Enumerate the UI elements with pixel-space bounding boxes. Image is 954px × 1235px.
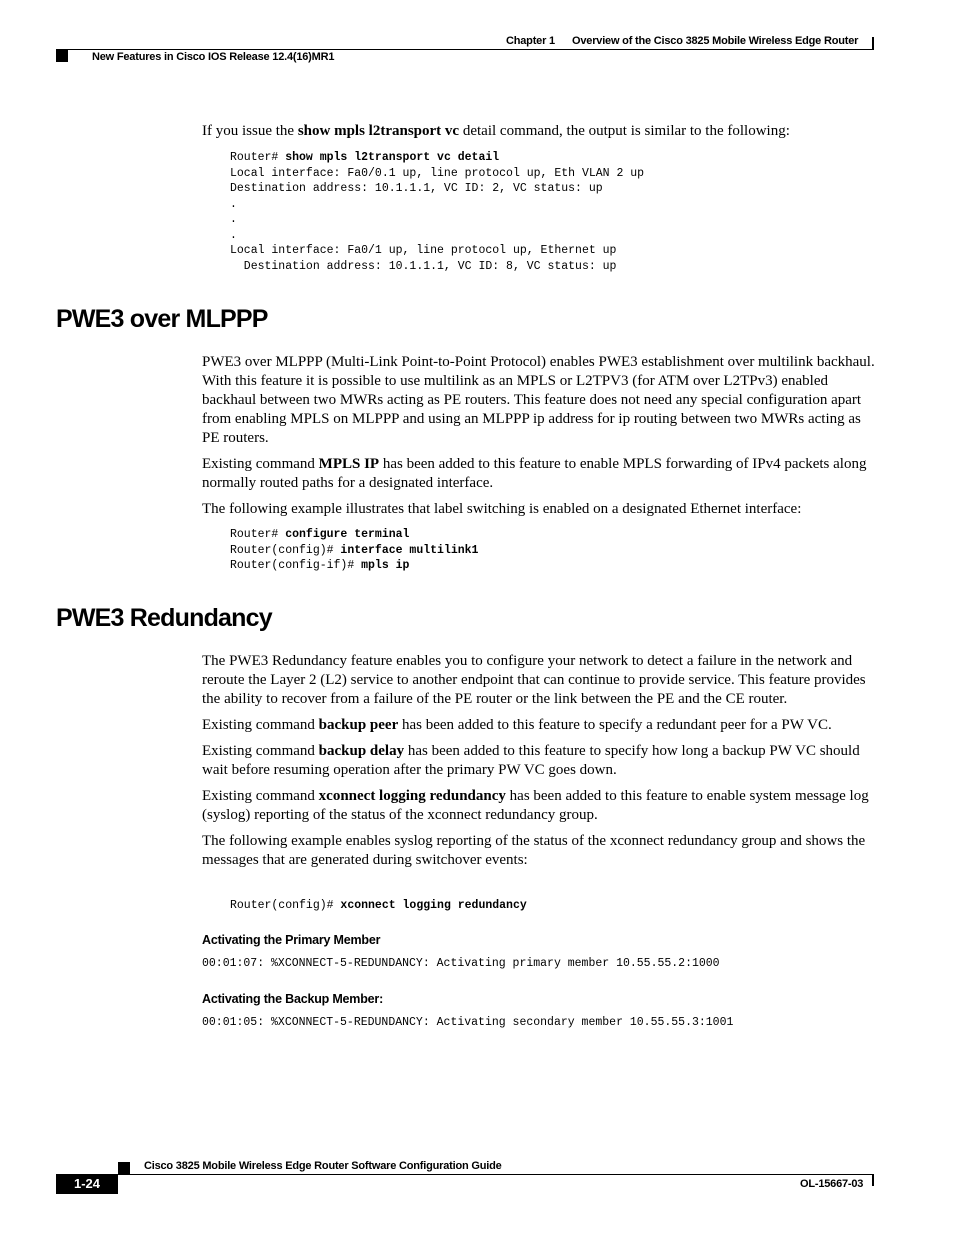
code-line: . (230, 213, 237, 226)
intro-text-pre: If you issue the (202, 123, 298, 139)
intro-command: show mpls l2transport vc (297, 123, 460, 139)
code-block-configure (230, 527, 478, 574)
section2-paragraph-2: Existing command backup peer has been added to this feature to specify a redundant peer for a PW VC. (202, 717, 832, 733)
code-line: Local interface: Fa0/1 up, line protocol up, Ethernet up (230, 244, 617, 257)
intro-text-post: detail command, the output is similar to the following: (459, 123, 790, 139)
section1-body (202, 353, 882, 519)
section1-paragraph-1: PWE3 over MLPPP (Multi-Link Point-to-Point Protocol) enables PWE3 establishment over multilink backhaul. With this feature it is possible to use multilink as an MPLS or L2TPV3 (for ATM over L2TPv3) enabled backhaul between two MWRs acting as PE routers. This feature does not need any special configuration apart from enabling MPLS on MLPPP and using an MLPPP ip address for ip routing between two MWRs acting as PE routers. (202, 354, 875, 446)
code-line: Router(config)# interface multilink1 (230, 543, 479, 557)
code-block-xconnect (230, 898, 527, 914)
footer-block (118, 1162, 130, 1174)
footer-rule (56, 1174, 874, 1175)
code-block-show-output (230, 150, 644, 274)
section1-paragraph-3: The following example illustrates that label switching is enabled on a designated Ethernet interface: (202, 501, 802, 517)
section2-body (202, 652, 882, 870)
section-heading-pwe3-redundancy: PWE3 Redundancy (56, 604, 272, 632)
section2-paragraph-4: Existing command xconnect logging redundancy has been added to this feature to enable system message log (syslog) reporting of the status of the xconnect redundancy group. (202, 788, 869, 823)
code-backup-member: 00:01:05: %XCONNECT-5-REDUNDANCY: Activating secondary member 10.55.55.3:1001 (202, 1016, 734, 1029)
footer-tick (872, 1174, 874, 1186)
section2-paragraph-3: Existing command backup delay has been added to this feature to specify how long a backup PW VC should wait before resuming operation after the primary PW VC goes down. (202, 743, 860, 778)
intro-paragraph (202, 122, 882, 141)
header-chapter: Chapter 1 (506, 35, 555, 47)
code-line: Local interface: Fa0/0.1 up, line protocol up, Eth VLAN 2 up (230, 166, 645, 180)
section2-paragraph-5: The following example enables syslog reporting of the status of the xconnect redundancy group and shows the messages that are generated during switchover events: (202, 833, 866, 868)
subheading-primary-member: Activating the Primary Member (202, 933, 381, 947)
section1-paragraph-2: Existing command MPLS IP has been added to this feature to enable MPLS forwarding of IPv4 packets along normally routed paths for a designated interface. (202, 456, 867, 491)
code-line: Router(config)# xconnect logging redundancy (230, 899, 527, 912)
code-line: Router(config-if)# mpls ip (230, 559, 410, 572)
section2-paragraph-1: The PWE3 Redundancy feature enables you to configure your network to detect a failure in the network and reroute the Layer 2 (L2) service to another endpoint that can continue to provide service. This feature provides the ability to recover from a failure of the PE router or the link between the PE and the CE router. (202, 653, 866, 707)
code-primary-member: 00:01:07: %XCONNECT-5-REDUNDANCY: Activating primary member 10.55.55.2:1000 (202, 957, 720, 970)
code-line: . (230, 197, 237, 211)
code-line: Router# configure terminal (230, 528, 410, 541)
code-line: Destination address: 10.1.1.1, VC ID: 2, VC status: up (230, 182, 603, 195)
code-line: Router# show mpls l2transport vc detail (230, 151, 500, 164)
header-section: New Features in Cisco IOS Release 12.4(16)MR1 (92, 51, 335, 63)
subheading-backup-member: Activating the Backup Member: (202, 992, 384, 1006)
footer-guide-title: Cisco 3825 Mobile Wireless Edge Router Software Configuration Guide (144, 1160, 502, 1172)
header-rule (56, 49, 874, 50)
code-line: Destination address: 10.1.1.1, VC ID: 8, VC status: up (230, 259, 617, 273)
header-chapter-title: Overview of the Cisco 3825 Mobile Wireless Edge Router (572, 35, 859, 47)
section-heading-pwe3-over-mlppp: PWE3 over MLPPP (56, 305, 268, 333)
code-line: . (230, 228, 237, 242)
footer-doc-number: OL-15667-03 (800, 1178, 864, 1190)
page-number-badge: 1-24 (56, 1174, 118, 1194)
header-block (56, 50, 68, 62)
header-tick (872, 37, 874, 49)
